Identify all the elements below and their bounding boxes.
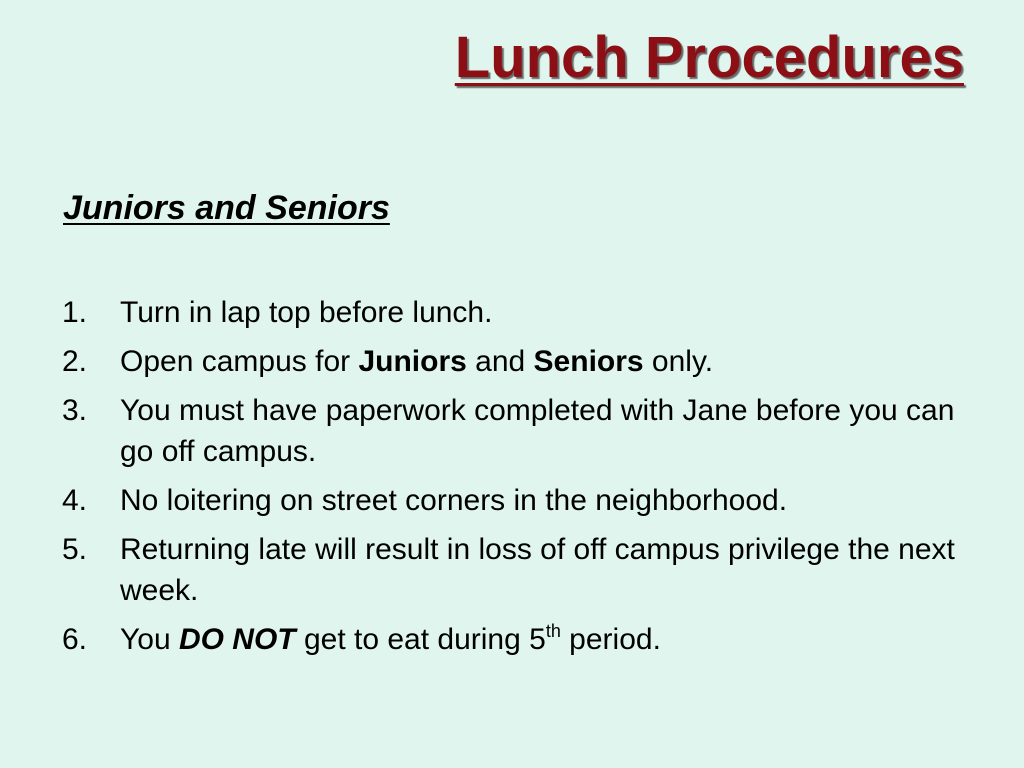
list-item — [62, 341, 962, 382]
item-text-part: You — [120, 623, 179, 656]
do-not-emphasis: DO NOT — [178, 623, 296, 656]
item-text-part: period. — [560, 623, 661, 656]
list-item — [62, 529, 962, 611]
list-item — [62, 292, 962, 333]
item-text-part: and — [466, 345, 534, 378]
section-heading: Juniors and Seniors — [63, 189, 390, 227]
list-item — [62, 619, 962, 660]
item-text-part: only. — [643, 345, 714, 378]
item-text: No loitering on street corners in the neighborhood. — [120, 484, 788, 517]
item-text: You must have paperwork completed with Jane before you can go off campus. — [120, 394, 955, 468]
item-number: 5. — [62, 533, 88, 566]
list-item — [62, 390, 962, 472]
item-number: 2. — [62, 345, 88, 378]
ordinal-suffix: th — [545, 621, 561, 641]
list-item — [62, 480, 962, 521]
item-text: Returning late will result in loss of off campus privilege the next week. — [120, 533, 955, 607]
item-text-part: Open campus for — [120, 345, 359, 378]
juniors-label: Juniors — [358, 345, 467, 378]
item-number: 1. — [62, 296, 88, 329]
item-number: 6. — [62, 623, 88, 656]
item-text — [120, 619, 962, 660]
item-text-part: get to eat during 5 — [295, 623, 546, 656]
item-text — [120, 341, 962, 382]
seniors-label: Seniors — [533, 345, 644, 378]
procedure-list — [62, 292, 962, 668]
item-number: 4. — [62, 484, 88, 517]
item-number: 3. — [62, 394, 88, 427]
item-text: Turn in lap top before lunch. — [120, 296, 493, 329]
slide-title: Lunch Procedures — [454, 25, 964, 90]
